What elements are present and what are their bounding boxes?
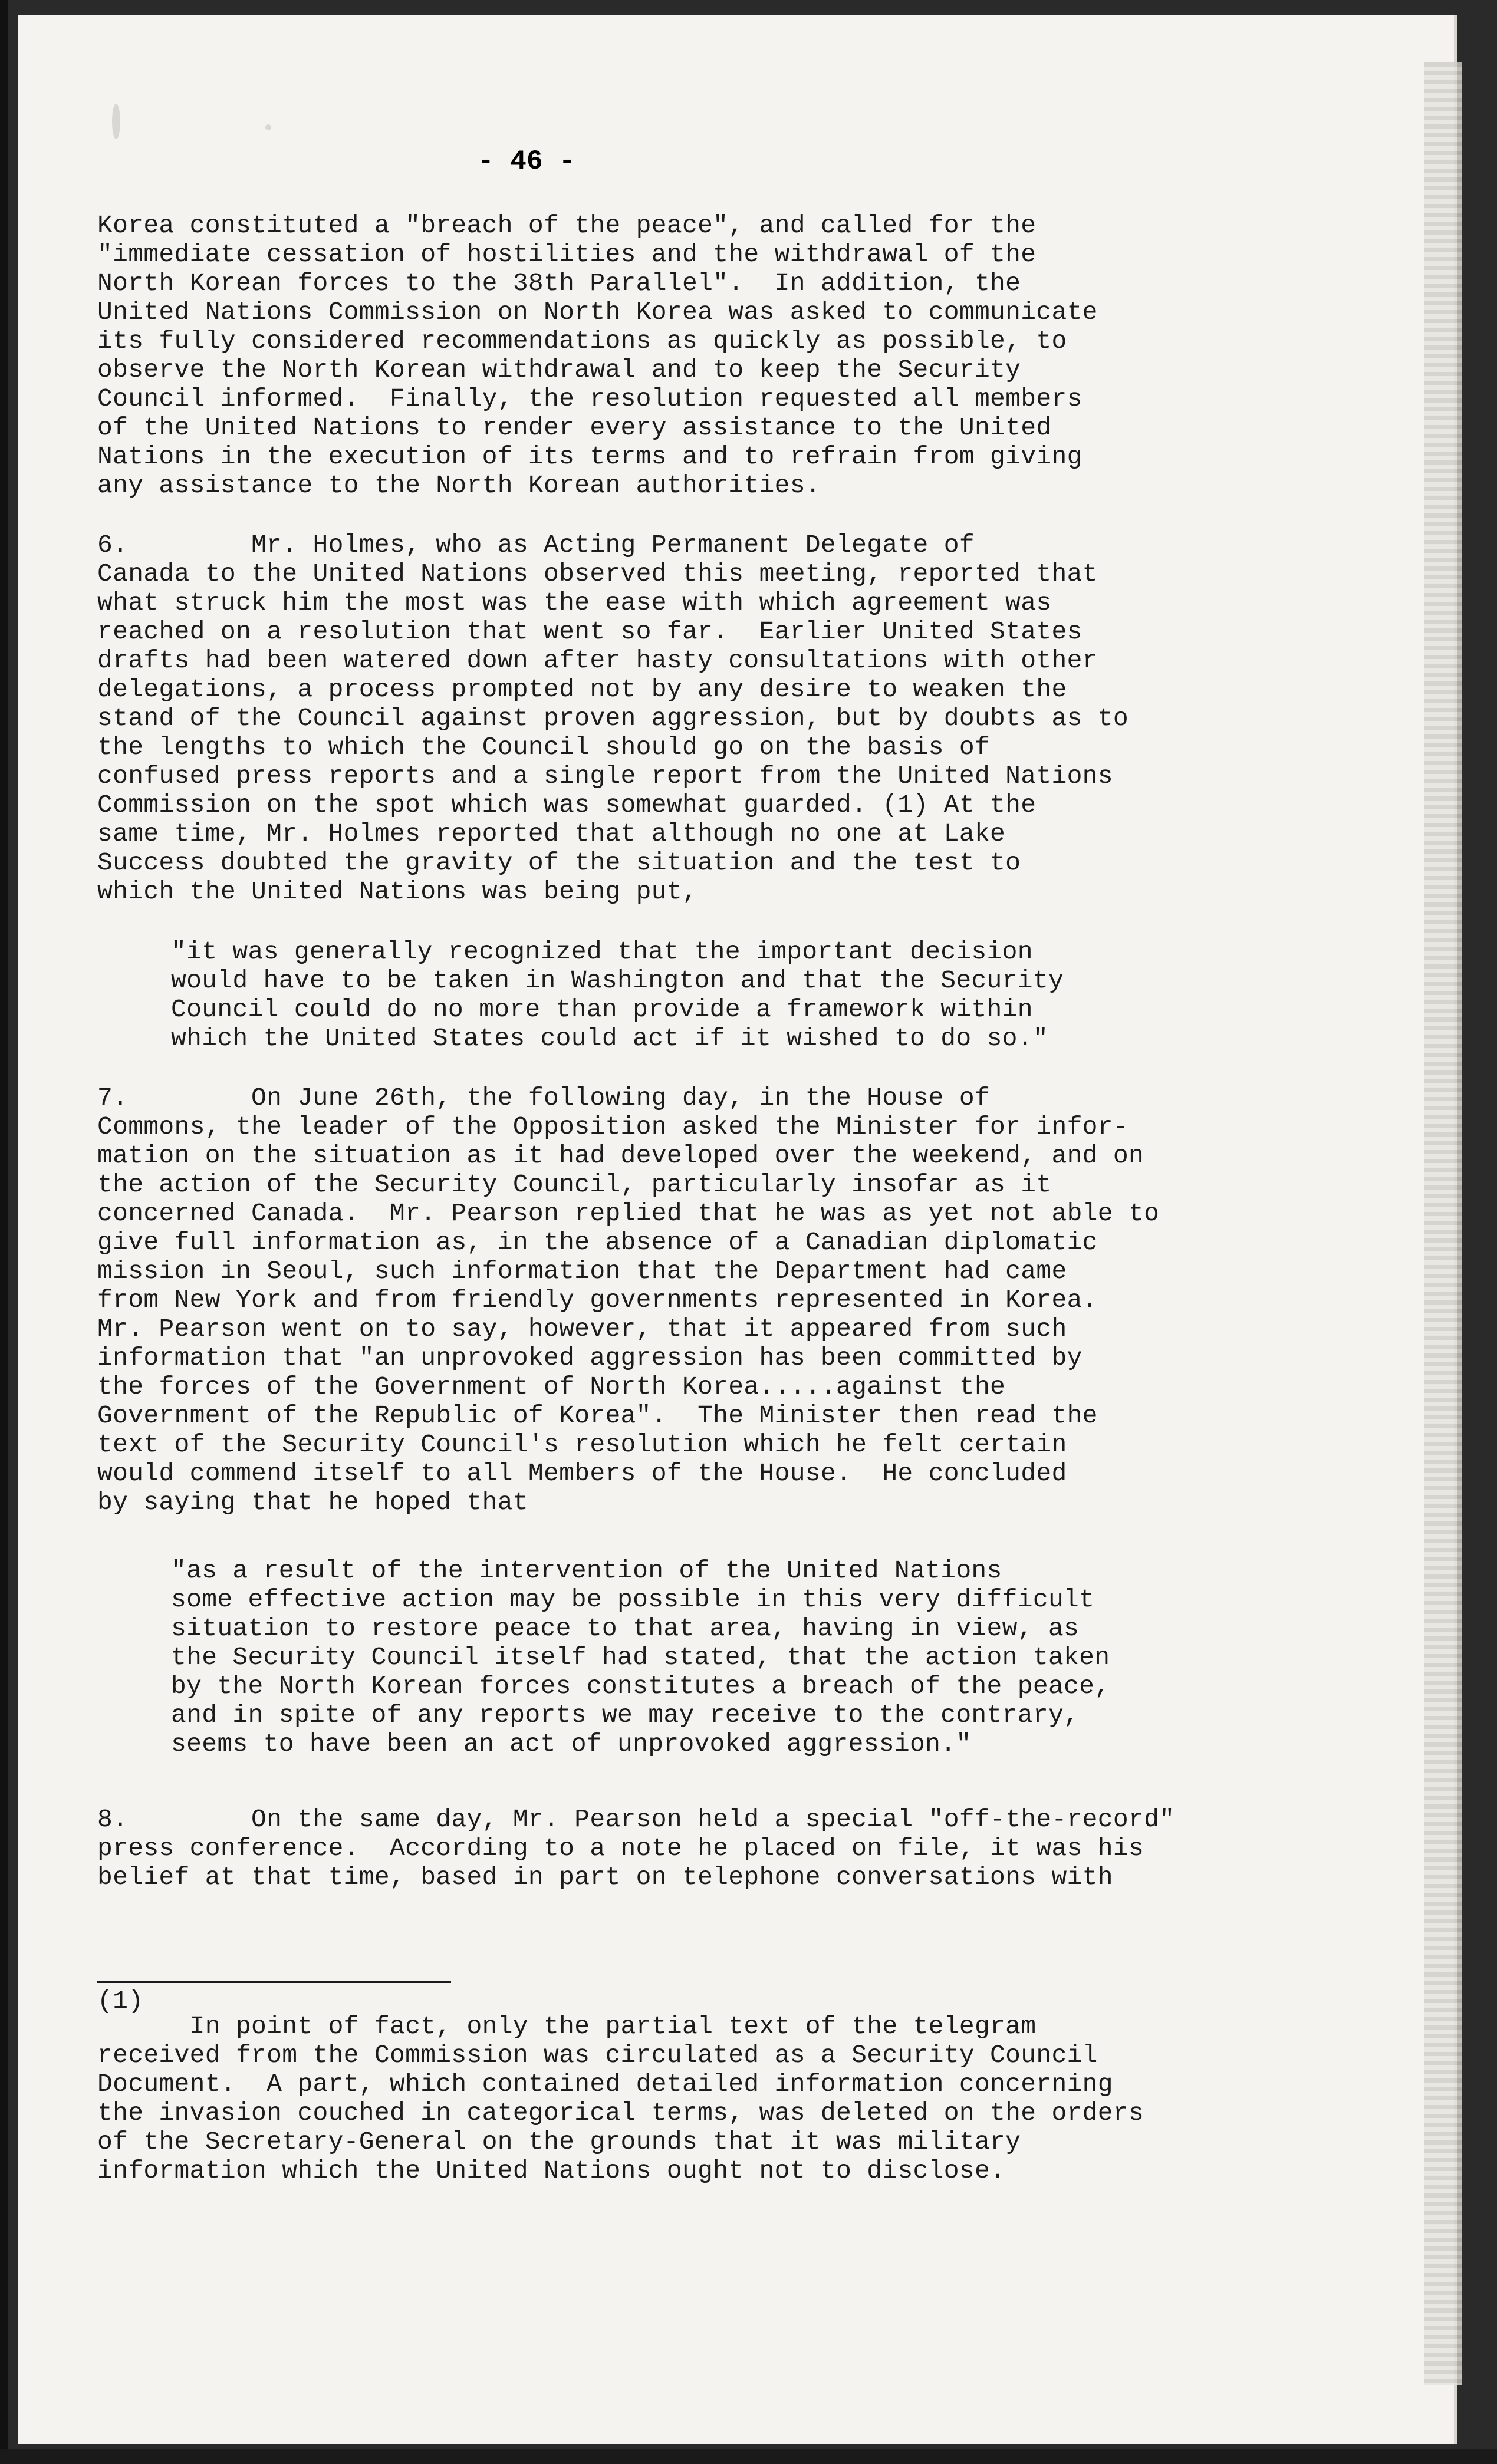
paragraph-6-line: confused press reports and a single report from the United Nations [97, 762, 1113, 790]
scan-left-edge [0, 0, 8, 2464]
paragraph-6-line: stand of the Council against proven aggression, but by doubts as to [97, 704, 1128, 733]
scan-smudge [265, 124, 271, 130]
paragraph-7-line: concerned Canada. Mr. Pearson replied that he was as yet not able to [97, 1199, 1160, 1228]
block-quote-line: would have to be taken in Washington and that the Security [171, 966, 1064, 995]
paragraph-7-line: information that "an unprovoked aggression has been committed by [97, 1343, 1083, 1372]
paragraph-line: "immediate cessation of hostilities and the withdrawal of the [97, 240, 1037, 269]
paragraph-7-line: by saying that he hoped that [97, 1488, 528, 1517]
paragraph-7-line: the forces of the Government of North Korea.....against the [97, 1372, 1006, 1401]
footnote-separator [97, 1981, 451, 1983]
paragraph-line: of the United Nations to render every assistance to the United [97, 413, 1052, 442]
paragraph-line: Council informed. Finally, the resolution requested all members [97, 384, 1083, 413]
footnote-line: of the Secretary-General on the grounds that it was military [97, 2127, 1021, 2156]
paragraph-line: any assistance to the North Korean authorities. [97, 471, 821, 500]
footnote-line: the invasion couched in categorical terms, was deleted on the orders [97, 2099, 1144, 2127]
paragraph-6-line: Canada to the United Nations observed this meeting, reported that [97, 559, 1098, 588]
footnote-marker: (1) [97, 1987, 144, 2015]
paragraph-7-line: give full information as, in the absence of a Canadian diplomatic [97, 1228, 1098, 1257]
block-quote-line: "as a result of the intervention of the United Nations [171, 1556, 1002, 1585]
footnote-line: received from the Commission was circulated as a Security Council [97, 2041, 1098, 2070]
paragraph-7-line: 7. On June 26th, the following day, in the House of [97, 1083, 991, 1112]
page-binding-edge [1424, 62, 1462, 2385]
block-quote-line: the Security Council itself had stated, that the action taken [171, 1643, 1110, 1672]
paragraph-7-line: the action of the Security Council, particularly insofar as it [97, 1170, 1052, 1199]
paragraph-6-line: same time, Mr. Holmes reported that although no one at Lake [97, 819, 1006, 848]
paragraph-8-line: belief at that time, based in part on telephone conversations with [97, 1863, 1113, 1892]
footnote-line: information which the United Nations ought not to disclose. [97, 2156, 1006, 2185]
paragraph-7-line: mation on the situation as it had developed over the weekend, and on [97, 1141, 1144, 1170]
block-quote-line: which the United States could act if it wished to do so." [171, 1024, 1048, 1053]
block-quote-line: Council could do no more than provide a framework within [171, 995, 1033, 1024]
paragraph-7-line: Mr. Pearson went on to say, however, that it appeared from such [97, 1315, 1067, 1343]
paragraph-line: its fully considered recommendations as quickly as possible, to [97, 327, 1067, 355]
block-quote-line: by the North Korean forces constitutes a breach of the peace, [171, 1672, 1110, 1701]
paragraph-line: Korea constituted a "breach of the peace", and called for the [97, 211, 1037, 240]
block-quote-line: "it was generally recognized that the important decision [171, 937, 1033, 966]
block-quote-line: some effective action may be possible in this very difficult [171, 1585, 1095, 1614]
paragraph-6-line: reached on a resolution that went so far. Earlier United States [97, 617, 1083, 646]
paragraph-6-line: Commission on the spot which was somewhat guarded. (1) At the [97, 790, 1037, 819]
block-quote-line: situation to restore peace to that area, having in view, as [171, 1614, 1080, 1643]
paragraph-6-line: what struck him the most was the ease with which agreement was [97, 588, 1052, 617]
paragraph-7-line: would commend itself to all Members of the House. He concluded [97, 1459, 1067, 1488]
scan-smudge [112, 104, 120, 139]
paragraph-6-line: 6. Mr. Holmes, who as Acting Permanent Delegate of [97, 531, 975, 559]
page-number: - 46 - [478, 146, 575, 177]
paragraph-line: United Nations Commission on North Korea was asked to communicate [97, 298, 1098, 327]
paragraph-7-line: from New York and from friendly governments represented in Korea. [97, 1286, 1098, 1315]
paragraph-line: Nations in the execution of its terms and to refrain from giving [97, 442, 1083, 471]
paragraph-6-line: which the United Nations was being put, [97, 877, 698, 906]
paragraph-8-line: press conference. According to a note he placed on file, it was his [97, 1834, 1144, 1863]
block-quote-line: seems to have been an act of unprovoked aggression." [171, 1730, 972, 1758]
paragraph-6-line: drafts had been watered down after hasty consultations with other [97, 646, 1098, 675]
paragraph-8-line: 8. On the same day, Mr. Pearson held a special "off-the-record" [97, 1805, 1175, 1834]
paragraph-7-line: Government of the Republic of Korea". The Minister then read the [97, 1401, 1098, 1430]
footnote-line: Document. A part, which contained detailed information concerning [97, 2070, 1113, 2099]
paragraph-7-line: text of the Security Council's resolution which he felt certain [97, 1430, 1067, 1459]
paragraph-line: observe the North Korean withdrawal and to keep the Security [97, 355, 1021, 384]
paragraph-line: North Korean forces to the 38th Parallel". In addition, the [97, 269, 1021, 298]
scan-bottom-edge [0, 2449, 1497, 2464]
paragraph-7-line: Commons, the leader of the Opposition asked the Minister for infor- [97, 1112, 1128, 1141]
paragraph-6-line: the lengths to which the Council should go on the basis of [97, 733, 991, 762]
block-quote-line: and in spite of any reports we may receive to the contrary, [171, 1701, 1080, 1730]
paragraph-6-line: Success doubted the gravity of the situation and the test to [97, 848, 1021, 877]
paragraph-7-line: mission in Seoul, such information that the Department had came [97, 1257, 1067, 1286]
footnote-line: In point of fact, only the partial text of the telegram [97, 2012, 1037, 2041]
paragraph-6-line: delegations, a process prompted not by any desire to weaken the [97, 675, 1067, 704]
